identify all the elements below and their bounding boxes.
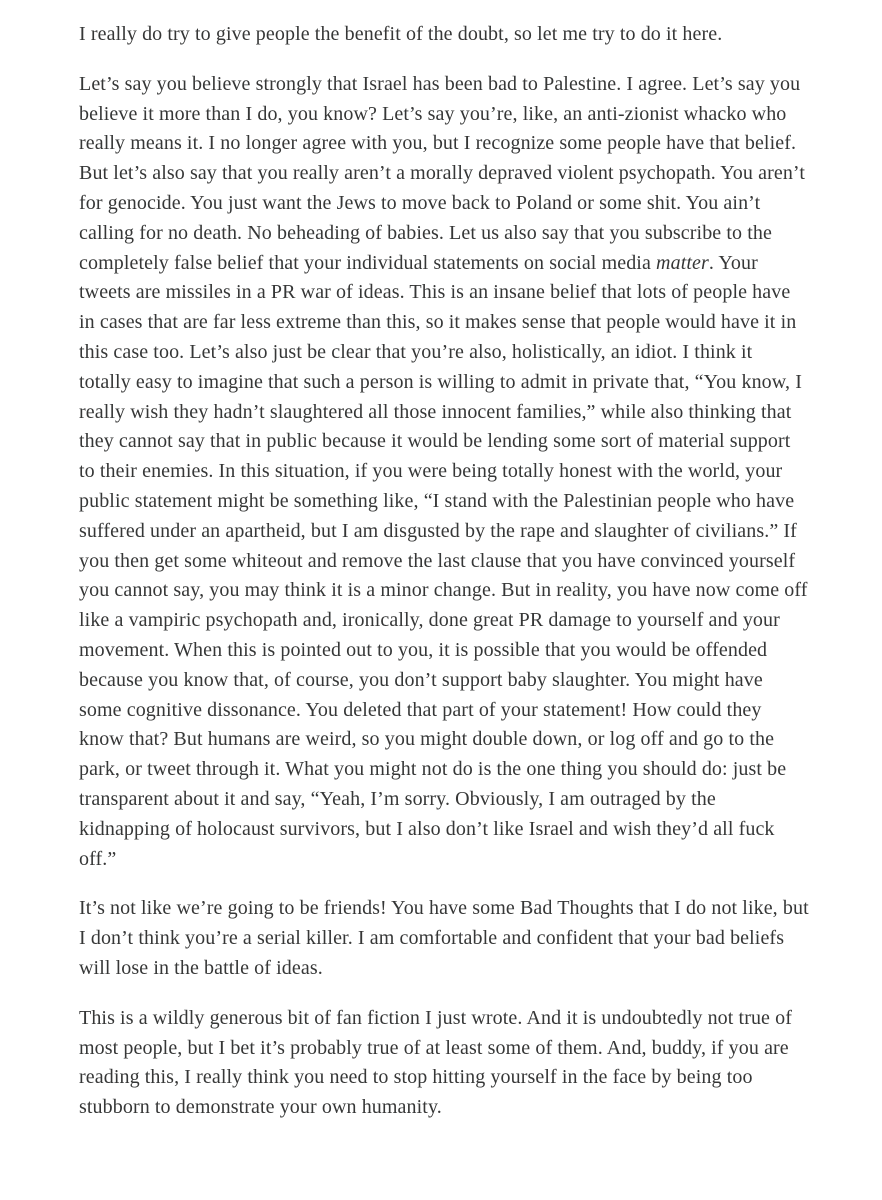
paragraph-hypothetical-believer [79,70,809,875]
article-body [79,20,809,1143]
paragraph-hypothetical-believer-part-1: Let’s say you believe strongly that Israel has been bad to Palestine. I agree. Let’s say you believe it more than I do, you know? Let’s say you’re, like, an anti-zionist whacko who really means it. I no longer agree with you, but I recognize some people have that belief. But let’s also say that you really aren’t a morally depraved violent psychopath. You aren’t for genocide. You just want the Jews to move back to Poland or some shit. You ain’t calling for no death. No beheading of babies. Let us also say that you subscribe to the completely false belief that your individual statements on social media [79,72,805,274]
paragraph-fan-fiction: This is a wildly generous bit of fan fiction I just wrote. And it is undoubtedly not true of most people, but I bet it’s probably true of at least some of them. And, buddy, if you are reading this, I really think you need to stop hitting yourself in the face by being too stubborn to demonstrate your own humanity. [79,1006,792,1119]
paragraph-hypothetical-believer-part-2: . Your tweets are missiles in a PR war of ideas. This is an insane belief that lots of people have in cases that are far less extreme than this, so it makes sense that people would have it in this case too. Let’s also just be clear that you’re also, holistically, an idiot. I think it totally easy to imagine that such a person is willing to admit in private that, “You know, I really wish they hadn’t slaughtered all those innocent families,” while also thinking that they cannot say that in public because it would be lending some sort of material support to their enemies. In this situation, if you were being totally honest with the world, your public statement might be something like, “I stand with the Palestinian people who have suffered under an apartheid, but I am disgusted by the rape and slaughter of civilians.” If you then get some whiteout and remove the last clause that you have convinced yourself you cannot say, you may think it is a minor change. But in reality, you have now come off like a vampiric psychopath and, ironically, done great PR damage to yourself and your movement. When this is pointed out to you, it is possible that you would be offended because you know that, of course, you don’t support baby slaughter. You might have some cognitive dissonance. You deleted that part of your statement! How could they know that? But humans are weird, so you might double down, or log off and go to the park, or tweet through it. What you might not do is the one thing you should do: just be transparent about it and say, “Yeah, I’m sorry. Obviously, I am outraged by the kidnapping of holocaust survivors, but I also don’t like Israel and wish they’d all fuck off.” [79,251,808,870]
paragraph-not-friends: It’s not like we’re going to be friends! You have some Bad Thoughts that I do not like, but I don’t think you’re a serial killer. I am comfortable and confident that your bad beliefs will lose in the battle of ideas. [79,897,809,979]
paragraph-benefit-of-doubt: I really do try to give people the benefit of the doubt, so let me try to do it here. [79,23,723,45]
emphasized-word-matter: matter [656,251,709,274]
